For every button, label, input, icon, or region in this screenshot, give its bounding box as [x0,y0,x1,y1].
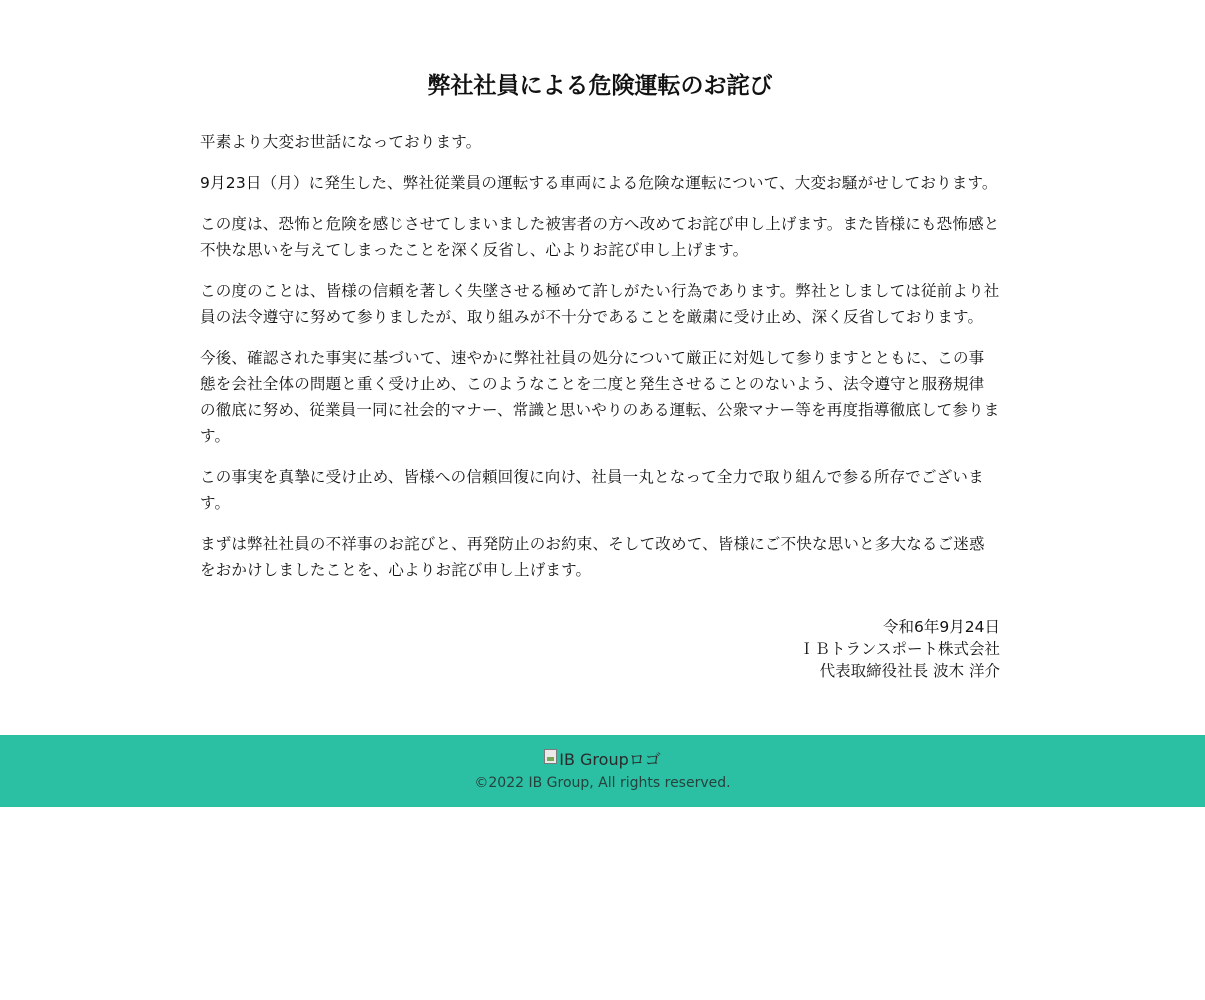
signature-representative: 代表取締役社長 波木 洋介 [819,662,1000,680]
site-footer [0,735,1205,807]
footer-logo-alt-text: IB Groupロゴ [559,749,661,769]
paragraph-apology: この度は、恐怖と危険を感じさせてしまいました被害者の方へ改めてお詫び申し上げます。また皆様にも恐怖感と不快な思いを与えてしまったことを深く反省し、心よりお詫び申し上げます。 [200,215,1000,259]
copyright-text: ©2022 IB Group, All rights reserved. [474,774,731,791]
paragraph-closing: まずは弊社社員の不祥事のお詫びと、再発防止のお約束、そして改めて、皆様にご不快な思いと多大なるご迷惑をおかけしましたことを、心よりお詫び申し上げます。 [200,535,985,579]
footer-logo[interactable] [544,747,661,769]
signature-block [200,616,1000,682]
signature-date: 令和6年9月24日 [883,618,1000,636]
apology-article [200,66,1000,682]
paragraph-incident: 9月23日（月）に発生した、弊社従業員の運転する車両による危険な運転について、大変お騒がせしております。 [200,174,998,192]
paragraph-commitment: この事実を真摯に受け止め、皆様への信頼回復に向け、社員一丸となって全力で取り組んで参る所存でございます。 [200,468,984,512]
signature-company: ＩＢトランスポート株式会社 [798,640,1000,658]
paragraph-measures: 今後、確認された事実に基づいて、速やかに弊社社員の処分について厳正に対処して参りますとともに、この事態を会社全体の問題と重く受け止め、このようなことを二度と発生させることのないよう、法令遵守と服務規律の徹底に努め、従業員一同に社会的マナー、常識と思いやりのある運転、公衆マナー等を再度指導徹底して参ります。 [200,349,1000,445]
page-title: 弊社社員による危険運転のお詫び [427,73,773,99]
broken-image-icon [544,749,557,764]
paragraph-greeting: 平素より大変お世話になっております。 [200,133,482,151]
paragraph-reflection: この度のことは、皆様の信頼を著しく失墜させる極めて許しがたい行為であります。弊社としましては従前より社員の法令遵守に努めて参りましたが、取り組みが不十分であることを厳粛に受け止め、深く反省しております。 [200,282,1000,326]
